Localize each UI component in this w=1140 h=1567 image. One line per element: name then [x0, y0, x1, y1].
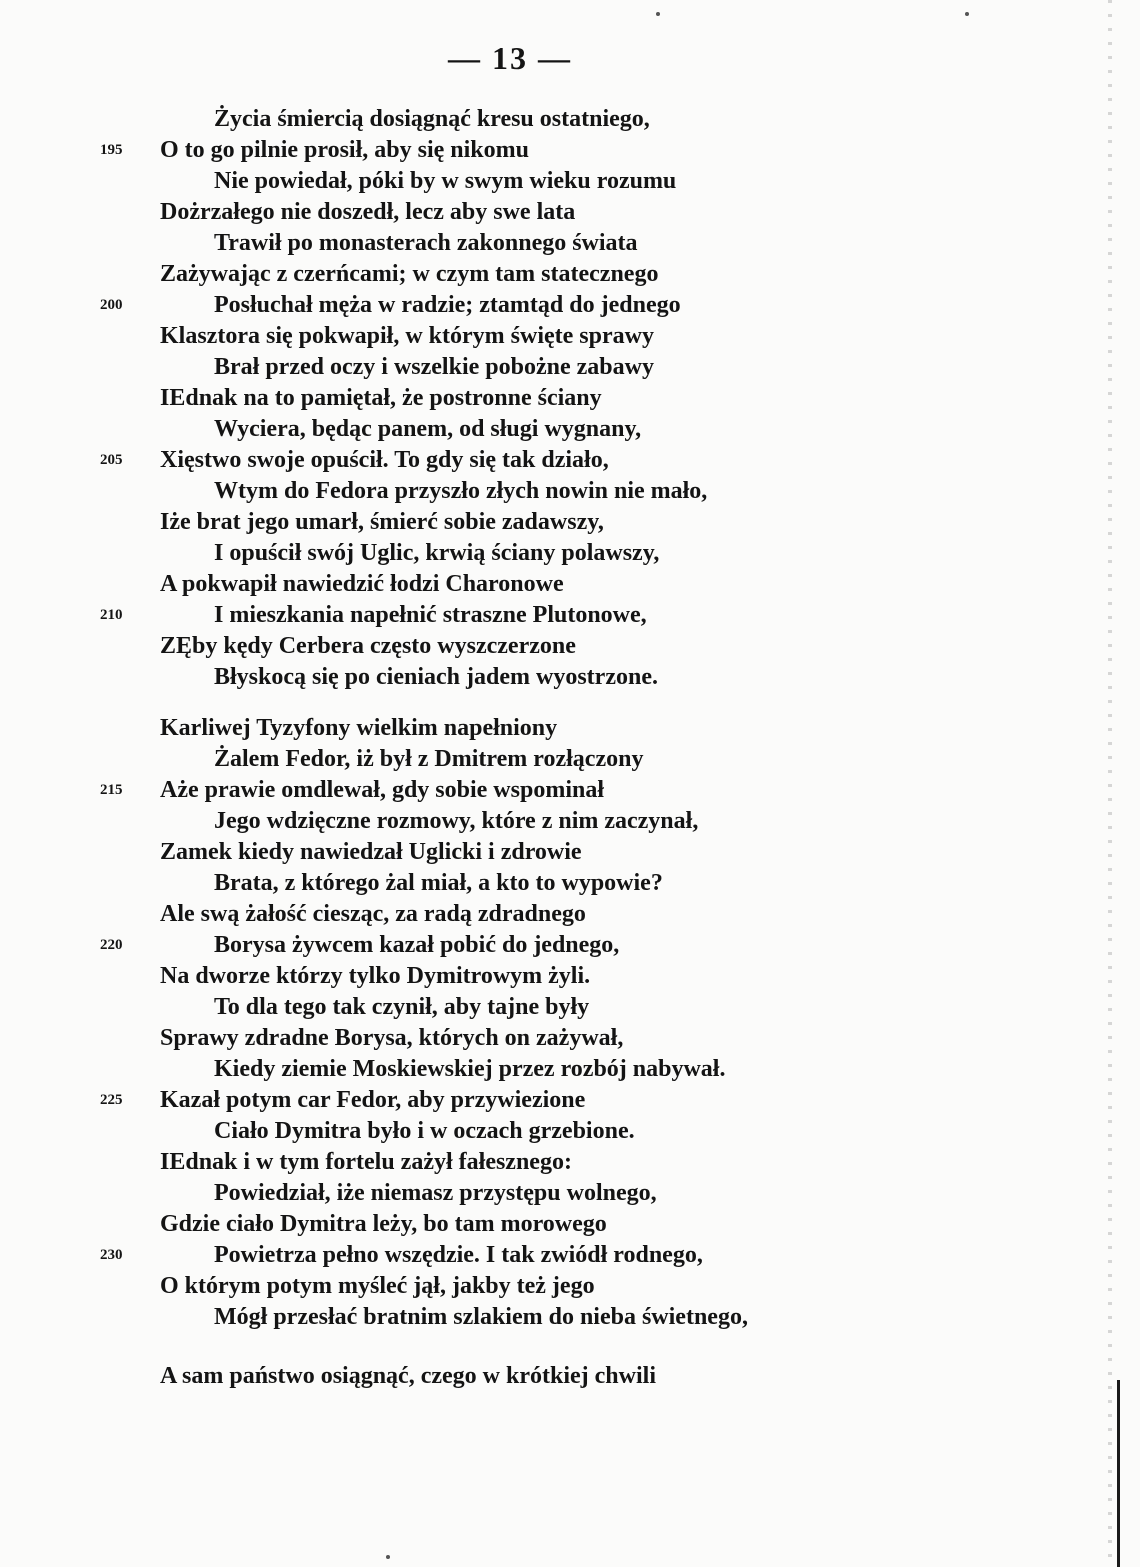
verse-text: Posłuchał męża w radzie; ztamtąd do jednego	[214, 292, 681, 318]
verse-text: Iże brat jego umarł, śmierć sobie zadawszy,	[160, 509, 604, 535]
verse-text: Jego wdzięczne rozmowy, które z nim zaczynał,	[214, 808, 699, 834]
verse-line	[0, 992, 1140, 1023]
verse-text: Xięstwo swoje opuścił. To gdy się tak działo,	[160, 447, 609, 473]
verse-text: Nie powiedał, póki by w swym wieku rozumu	[214, 168, 677, 194]
verse-line	[0, 507, 1140, 538]
verse-text: Borysa żywcem kazał pobić do jednego,	[214, 932, 620, 958]
verse-text: A pokwapił nawiedzić łodzi Charonowe	[160, 571, 564, 597]
verse-line	[0, 868, 1140, 899]
scan-speck	[965, 12, 969, 16]
verse-text: Klasztora się pokwapił, w którym święte sprawy	[160, 323, 654, 349]
verse-line	[0, 259, 1140, 290]
verse-text: Wtym do Fedora przyszło złych nowin nie mało,	[214, 478, 708, 504]
verse-line	[0, 321, 1140, 352]
verse-line	[0, 930, 1140, 961]
verse-text: Sprawy zdradne Borysa, których on zażywał,	[160, 1025, 624, 1051]
verse-text: Zamek kiedy nawiedzał Uglicki i zdrowie	[160, 839, 582, 865]
verse-text: Powiedział, iże niemasz przystępu wolnego,	[214, 1180, 657, 1206]
verse-text: Karliwej Tyzyfony wielkim napełniony	[160, 715, 558, 741]
verse-text: ZĘby kędy Cerbera często wyszczerzone	[160, 633, 576, 659]
verse-text: Żalem Fedor, iż był z Dmitrem rozłączony	[214, 746, 644, 772]
verse-line	[0, 476, 1140, 507]
verse-line	[0, 104, 1140, 135]
verse-line	[0, 1023, 1140, 1054]
verse-text: Błyskocą się po cieniach jadem wyostrzone.	[214, 664, 658, 690]
stanza-gap	[0, 1333, 1140, 1361]
verse-line	[0, 662, 1140, 693]
verse-text: Dożrzałego nie doszedł, lecz aby swe lata	[160, 199, 576, 225]
verse-line	[0, 961, 1140, 992]
verse-line	[0, 445, 1140, 476]
verse-line	[0, 1116, 1140, 1147]
verse-text: Na dworze którzy tylko Dymitrowym żyli.	[160, 963, 591, 989]
line-number: 225	[100, 1092, 123, 1108]
verse-text: IEdnak i w tym fortelu zażył fałesznego:	[160, 1149, 572, 1175]
page-edge-shadow	[1108, 0, 1112, 1567]
verse-line	[0, 1271, 1140, 1302]
verse-text: Kiedy ziemie Moskiewskiej przez rozbój nabywał.	[214, 1056, 726, 1082]
verse-text: I mieszkania napełnić straszne Plutonowe,	[214, 602, 647, 628]
verse-text: Mógł przesłać bratnim szlakiem do nieba świetnego,	[214, 1304, 748, 1330]
verse-text: Aże prawie omdlewał, gdy sobie wspominał	[160, 777, 604, 803]
verse-text: O którym potym myśleć jął, jakby też jego	[160, 1273, 595, 1299]
page-number: — 13 —	[448, 40, 572, 76]
verse-line	[0, 837, 1140, 868]
verse-text: Zażywając z czerńcami; w czym tam statecznego	[160, 261, 659, 287]
verse-text: A sam państwo osiągnąć, czego w krótkiej chwili	[160, 1363, 656, 1389]
verse-text: Brata, z którego żal miał, a kto to wypowie?	[214, 870, 663, 896]
verse-line	[0, 713, 1140, 744]
verse-line	[0, 1054, 1140, 1085]
verse-line	[0, 806, 1140, 837]
verse-line	[0, 383, 1140, 414]
verse-text: Powietrza pełno wszędzie. I tak zwiódł rodnego,	[214, 1242, 703, 1268]
stanza-gap	[0, 693, 1140, 713]
verse-line	[0, 166, 1140, 197]
scan-speck	[656, 12, 660, 16]
scan-speck	[386, 1555, 390, 1559]
line-number: 215	[100, 782, 123, 798]
verse-line	[0, 197, 1140, 228]
verse-text: Ciało Dymitra było i w oczach grzebione.	[214, 1118, 635, 1144]
verse-line	[0, 1178, 1140, 1209]
page-edge-binding	[1117, 1380, 1120, 1567]
verse-line	[0, 538, 1140, 569]
verse-line	[0, 1302, 1140, 1333]
verse-line	[0, 1085, 1140, 1116]
line-number: 220	[100, 937, 123, 953]
verse-line	[0, 569, 1140, 600]
verse-line	[0, 775, 1140, 806]
verse-text: To dla tego tak czynił, aby tajne były	[214, 994, 590, 1020]
verse-line	[0, 631, 1140, 662]
verse-line	[0, 135, 1140, 166]
line-number: 205	[100, 452, 123, 468]
verse-line	[0, 899, 1140, 930]
verse-line	[0, 352, 1140, 383]
verse-text: IEdnak na to pamiętał, że postronne ściany	[160, 385, 602, 411]
verse-text: I opuścił swój Uglic, krwią ściany polawszy,	[214, 540, 660, 566]
verse-line	[0, 600, 1140, 631]
poem-text	[0, 104, 1140, 1392]
verse-text: O to go pilnie prosił, aby się nikomu	[160, 137, 529, 163]
verse-line	[0, 290, 1140, 321]
verse-text: Ale swą żałość ciesząc, za radą zdradnego	[160, 901, 586, 927]
verse-text: Kazał potym car Fedor, aby przywiezione	[160, 1087, 586, 1113]
line-number: 195	[100, 142, 123, 158]
verse-line	[0, 1361, 1140, 1392]
verse-line	[0, 414, 1140, 445]
line-number: 200	[100, 297, 123, 313]
line-number: 230	[100, 1247, 123, 1263]
verse-text: Brał przed oczy i wszelkie pobożne zabawy	[214, 354, 654, 380]
verse-line	[0, 1240, 1140, 1271]
verse-line	[0, 228, 1140, 259]
verse-line	[0, 1209, 1140, 1240]
verse-line	[0, 1147, 1140, 1178]
verse-text: Trawił po monasterach zakonnego świata	[214, 230, 638, 256]
line-number: 210	[100, 607, 123, 623]
verse-text: Wyciera, będąc panem, od sługi wygnany,	[214, 416, 642, 442]
verse-line	[0, 744, 1140, 775]
verse-text: Gdzie ciało Dymitra leży, bo tam morowego	[160, 1211, 607, 1237]
verse-text: Życia śmiercią dosiągnąć kresu ostatniego,	[214, 106, 650, 132]
